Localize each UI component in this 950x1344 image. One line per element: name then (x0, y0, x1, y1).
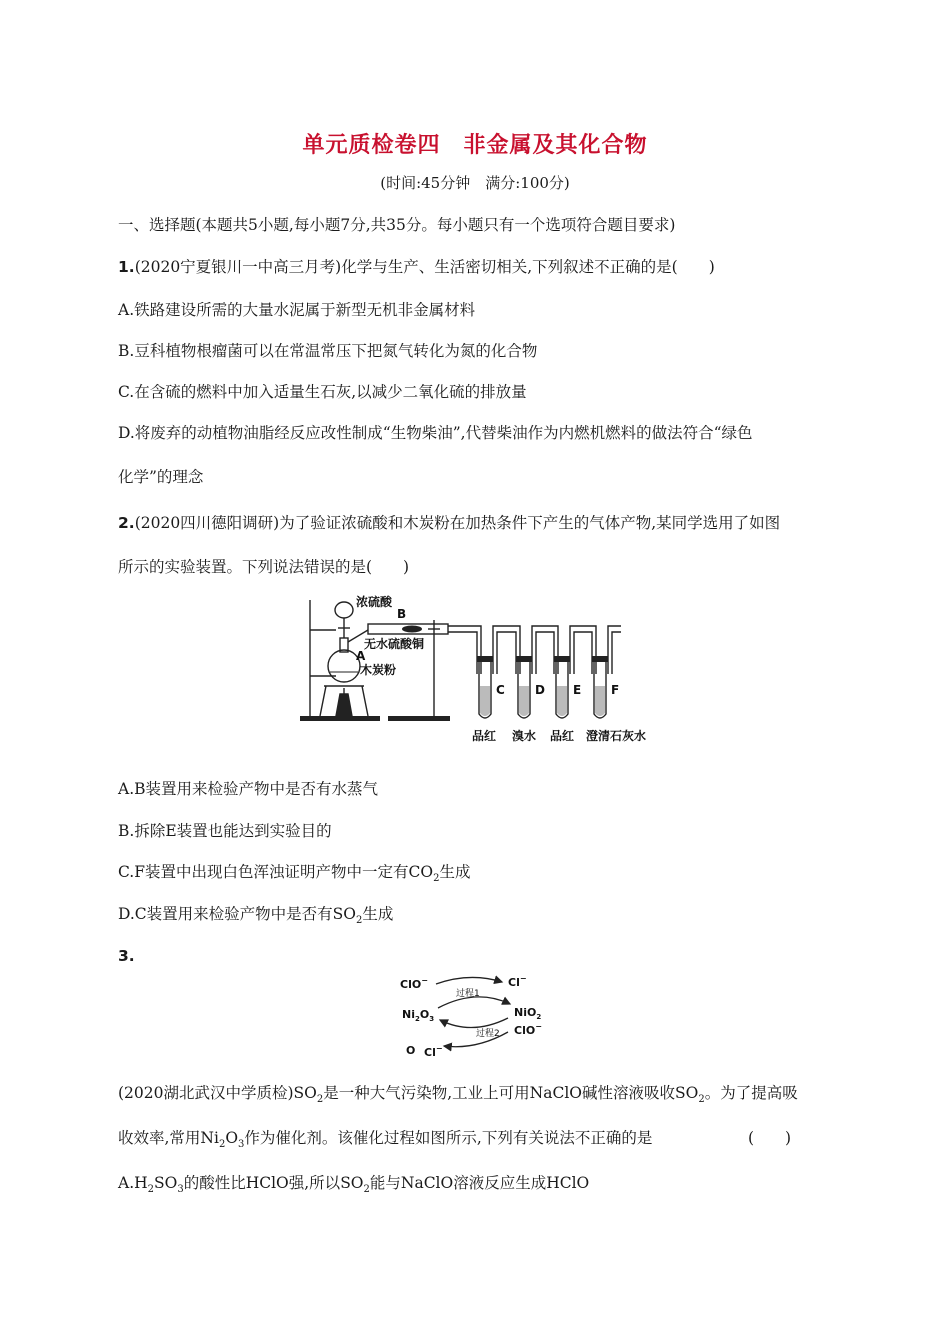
question-3-number: 3. (118, 947, 135, 965)
stand-base (300, 716, 380, 721)
question-number: 1. (118, 258, 135, 276)
question-2-stem-continued: 所示的实验装置。下列说法错误的是( ) (118, 558, 410, 576)
test-tube-f (592, 656, 608, 718)
page-title: 单元质检卷四 非金属及其化合物 (302, 133, 648, 158)
question-3-stem: (2020湖北武汉中学质检)$SO_2$是一种大气污染物,工业上可用NaClO碱性溶液吸收$SO_2$。为了提高吸 (118, 1084, 798, 1106)
q2-option-d: D.C装置用来检验产物中是否有$SO_2$生成 (118, 905, 394, 927)
catalysis-cycle-figure (398, 970, 558, 1058)
q1-option-d: D.将废弃的动植物油脂经反应改性制成“生物柴油”,代替柴油作为内燃机燃料的做法符合“绿色 (118, 424, 753, 442)
question-number: 2. (118, 514, 135, 532)
q2-option-a: A.B装置用来检验产物中是否有水蒸气 (118, 780, 379, 798)
reagent-c: 品红 (472, 729, 497, 743)
alcohol-lamp (336, 694, 352, 716)
question-3-stem-continued: 收效率,常用$Ni_2O_3$作为催化剂。该催化过程如图所示,下列有关说法不正确的是 ( ) (118, 1129, 792, 1151)
q2-option-b: B.拆除E装置也能达到实验目的 (118, 822, 332, 840)
reagent-d: 溴水 (512, 729, 537, 743)
exam-info: (时间:45分钟 满分:100分) (380, 174, 570, 192)
answer-bracket: ( ) (748, 1129, 792, 1147)
label-charcoal-powder: 木炭粉 (360, 663, 397, 677)
question-text: (2020四川德阳调研)为了验证浓硫酸和木炭粉在加热条件下产生的气体产物,某同学选用了如图 (134, 514, 781, 532)
label-a: A (356, 649, 366, 663)
label-process-1: 过程1 (456, 989, 480, 999)
question-2-stem (118, 512, 858, 534)
q1-option-d-continued: 化学”的理念 (118, 468, 204, 486)
reagent-f: 澄清石灰水 (586, 729, 647, 743)
reagent-e: 品红 (550, 729, 575, 743)
label-nio2: NiO$_2$ (514, 1006, 542, 1021)
test-tube-c (477, 656, 493, 718)
label-o: O (406, 1044, 416, 1057)
tube-letter-c: C (496, 683, 505, 697)
test-tube-e (554, 656, 570, 718)
arrow-nio2-to-ni2o3 (440, 1018, 508, 1028)
label-anhydrous-cuso4: 无水硫酸铜 (364, 637, 425, 651)
label-cl-bottom: Cl− (424, 1044, 443, 1058)
tube-letter-e: E (573, 683, 582, 697)
test-tube-d (516, 656, 532, 718)
q1-option-b: B.豆科植物根瘤菌可以在常温常压下把氮气转化为氮的化合物 (118, 342, 538, 360)
label-ni2o3: $Ni_2O_3$ (402, 1008, 435, 1023)
tube-letter-d: D (535, 683, 545, 697)
label-process-2: 过程2 (476, 1029, 500, 1039)
q3-option-a: $A.H_2SO_3$的酸性比HClO强,所以$SO_2$能与NaClO溶液反应生成HClO (118, 1174, 590, 1196)
label-conc-sulfuric-acid: 浓硫酸 (356, 595, 393, 609)
separatory-funnel (335, 602, 353, 618)
question-1-stem (118, 256, 858, 278)
question-text: (2020宁夏银川一中高三月考)化学与生产、生活密切相关,下列叙述不正确的是( ) (134, 258, 715, 276)
label-clo-top: ClO− (400, 976, 428, 991)
tube-letter-f: F (611, 683, 620, 697)
apparatus-figure (296, 590, 666, 750)
label-cl-top: Cl− (508, 974, 527, 989)
q1-option-c: C.在含硫的燃料中加入适量生石灰,以减少二氧化硫的排放量 (118, 383, 527, 401)
q1-option-a: A.铁路建设所需的大量水泥属于新型无机非金属材料 (118, 301, 476, 319)
label-clo-bottom: ClO− (514, 1022, 542, 1037)
arrow-process-1 (436, 977, 502, 984)
label-b: B (397, 607, 407, 621)
q2-option-c: C.F装置中出现白色浑浊证明产物中一定有$CO_2$生成 (118, 863, 471, 885)
section-heading: 一、选择题(本题共5小题,每小题7分,共35分。每小题只有一个选项符合题目要求) (118, 216, 676, 234)
